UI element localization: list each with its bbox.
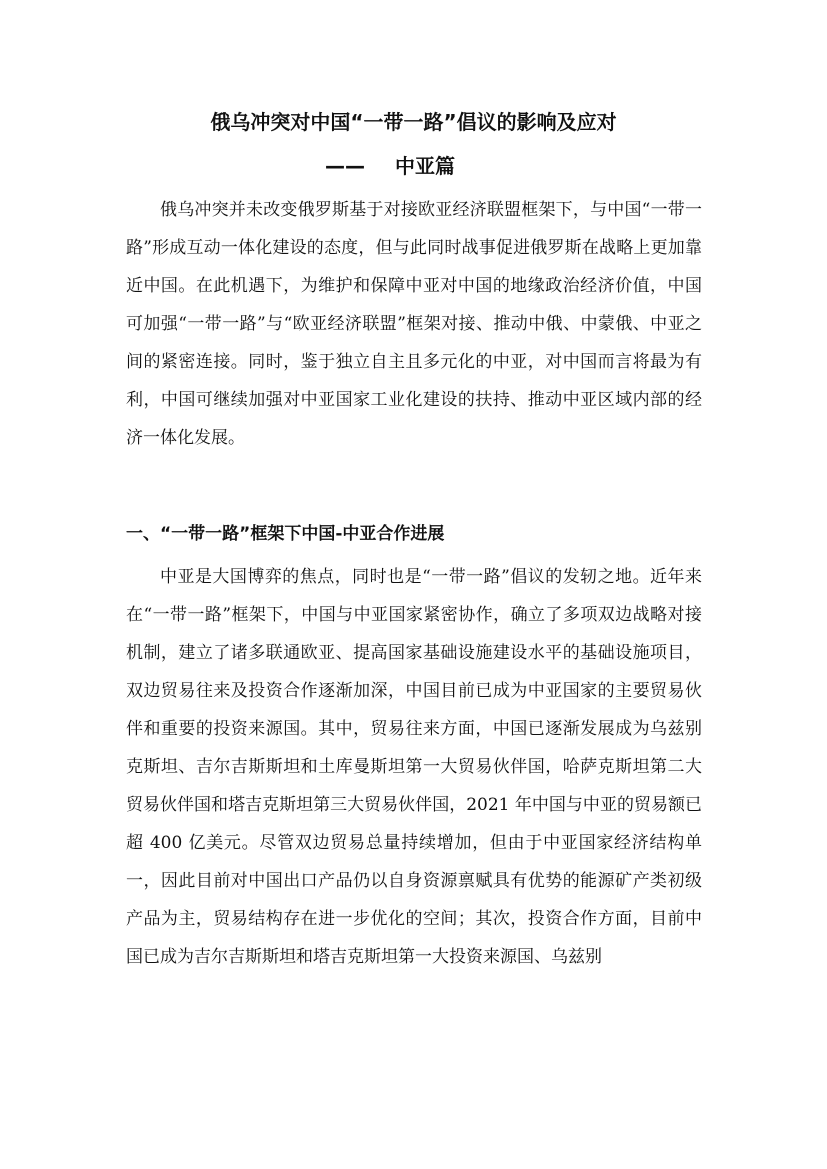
section-heading: 一、“一带一路”框架下中国-中亚合作进展 [126,524,445,544]
subtitle-dash: —— [325,154,365,178]
subtitle-text: 中亚篇 [395,154,455,178]
section-paragraph: 中亚是大国博弈的焦点，同时也是“一带一路”倡议的发轫之地。近年来在“一带一路”框架下，中国与中亚国家紧密协作，确立了多项双边战略对接机制，建立了诸多联通欧亚、提高国家基础设施建设水平的基础设施项目，双边贸易往来及投资合作逐渐加深，中国目前已成为中亚国家的主要贸易伙伴和重要的投资来源国。其中，贸易往来方面，中国已逐渐发展成为乌兹别克斯坦、吉尔吉斯斯坦和土库曼斯坦第一大贸易伙伴国，哈萨克斯坦第二大贸易伙伴国和塔吉克斯坦第三大贸易伙伴国，2021 年中国与中亚的贸易额已超 400 亿美元。尽管双边贸易总量持续增加，但由于中亚国家经济结构单一，因此目前对中国出口产品仍以自身资源禀赋具有优势的能源矿产类初级产品为主，贸易结构存在进一步优化的空间；其次，投资合作方面，目前中国已成为吉尔吉斯斯坦和塔吉克斯坦第一大投资来源国、乌兹别 [126,567,702,967]
document-title: 俄乌冲突对中国“一带一路”倡议的影响及应对 [210,110,617,134]
intro-paragraph: 俄乌冲突并未改变俄罗斯基于对接欧亚经济联盟框架下，与中国“一带一路”形成互动一体化建设的态度，但与此同时战事促进俄罗斯在战略上更加靠近中国。在此机遇下，为维护和保障中亚对中国的地缘政治经济价值，中国可加强“一带一路”与“欧亚经济联盟”框架对接、推动中俄、中蒙俄、中亚之间的紧密连接。同时，鉴于独立自主且多元化的中亚，对中国而言将最为有利，中国可继续加强对中亚国家工业化建设的扶持、推动中亚区域内部的经济一体化发展。 [126,200,702,448]
document-subtitle [325,150,455,182]
